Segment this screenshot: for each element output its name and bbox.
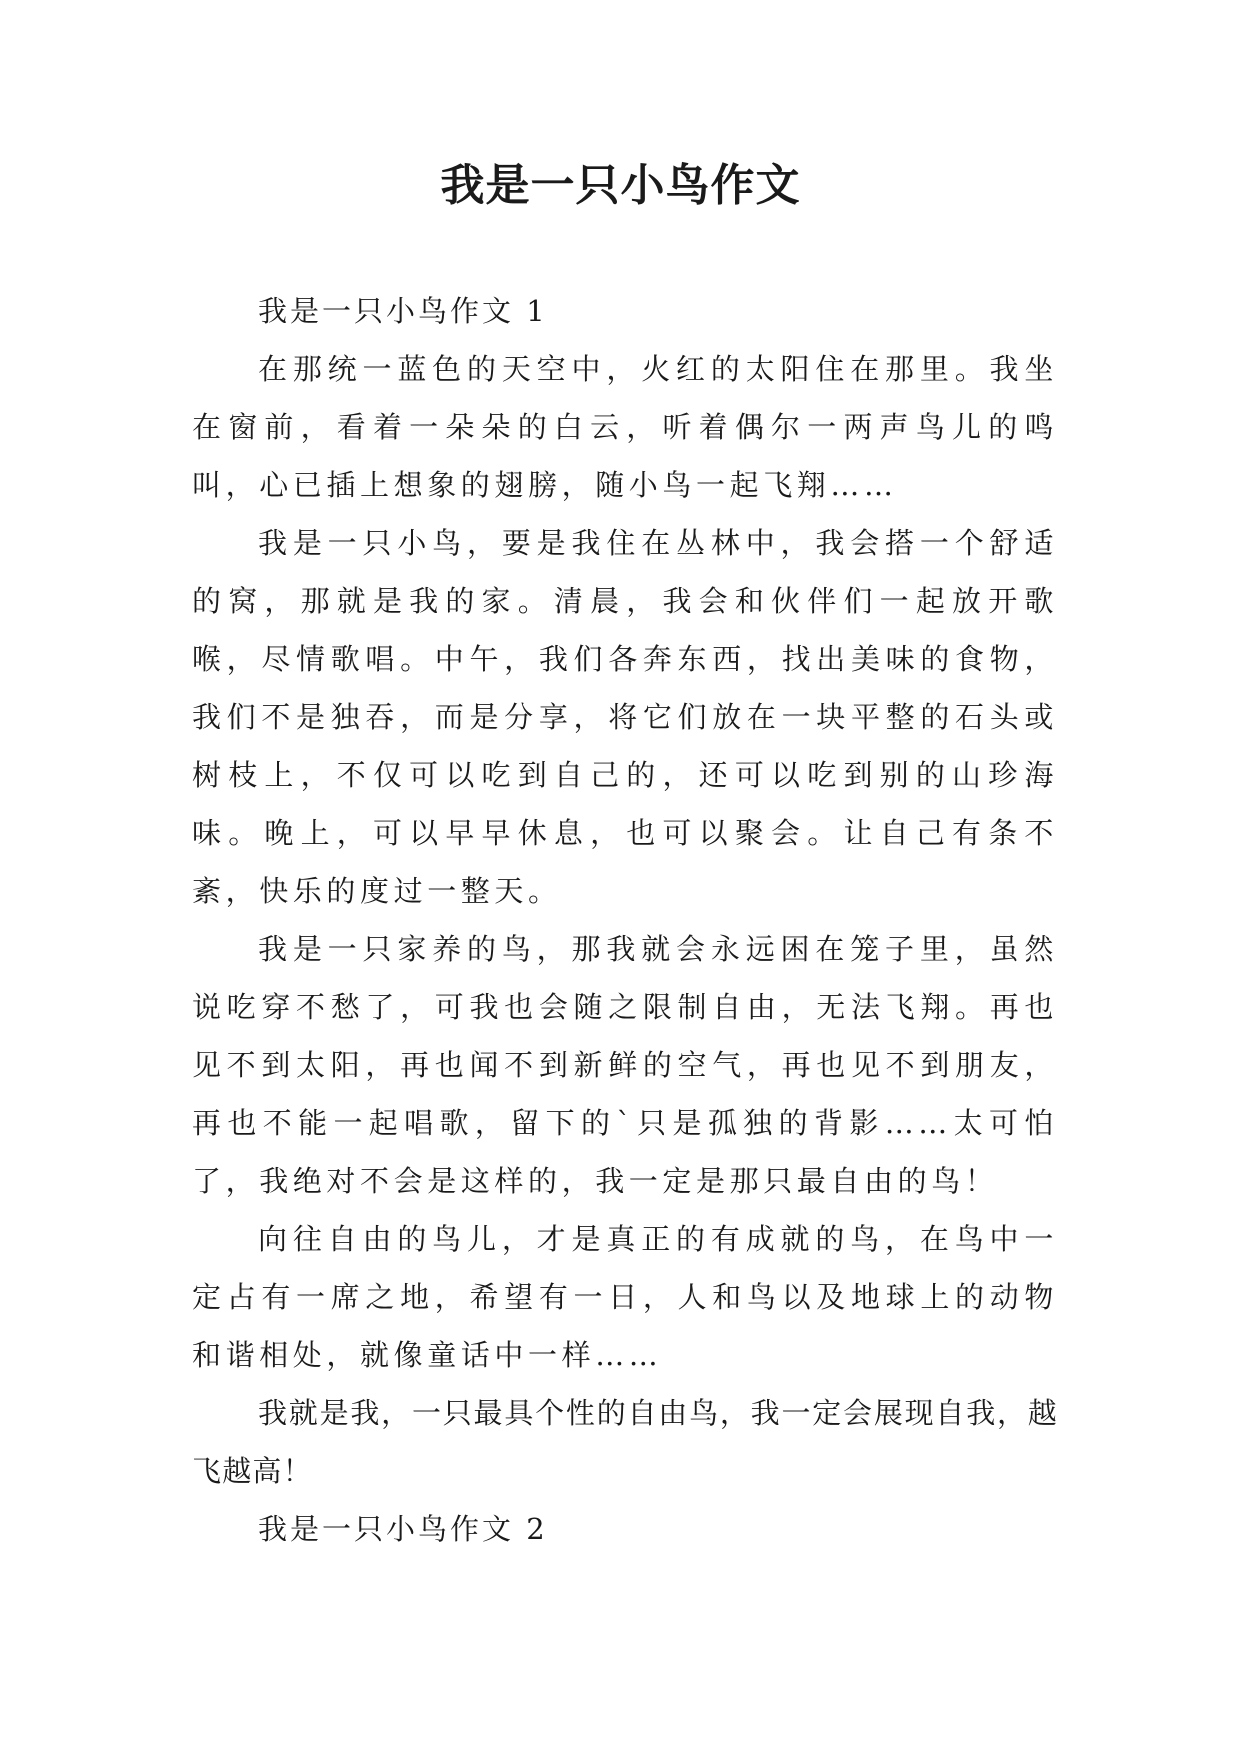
document-title: 我是一只小鸟作文: [440, 160, 801, 211]
paragraph: 我是一只小鸟，要是我住在丛林中，我会搭一个舒适的窝，那就是我的家。清晨，我会和伙伴们一起放开歌喉，尽情歌唱。中午，我们各奔东西，找出美味的食物，我们不是独吞，而是分享，将它们放在一块平整的石头或树枝上，不仅可以吃到自己的，还可以吃到别的山珍海味。晚上，可以早早休息，也可以聚会。让自己有条不紊，快乐的度过一整天。: [192, 526, 1058, 908]
section-heading-2: 我是一只小鸟作文 2: [258, 1512, 548, 1546]
section-heading-1: 我是一只小鸟作文 1: [258, 294, 548, 328]
paragraph: 在那统一蓝色的天空中，火红的太阳住在那里。我坐在窗前，看着一朵朵的白云，听着偶尔一两声鸟儿的鸣叫，心已插上想象的翅膀，随小鸟一起飞翔……: [192, 352, 1058, 502]
paragraph: 我就是我，一只最具个性的自由鸟，我一定会展现自我，越飞越高！: [192, 1396, 1058, 1488]
paragraph: 向往自由的鸟儿，才是真正的有成就的鸟，在鸟中一定占有一席之地，希望有一日，人和鸟以及地球上的动物和谐相处，就像童话中一样……: [192, 1222, 1058, 1372]
document-body: [192, 282, 1058, 1558]
paragraph: 我是一只家养的鸟，那我就会永远困在笼子里，虽然说吃穿不愁了，可我也会随之限制自由，无法飞翔。再也见不到太阳，再也闻不到新鲜的空气，再也见不到朋友，再也不能一起唱歌，留下的`只是孤独的背影……太可怕了，我绝对不会是这样的，我一定是那只最自由的鸟！: [192, 932, 1058, 1198]
